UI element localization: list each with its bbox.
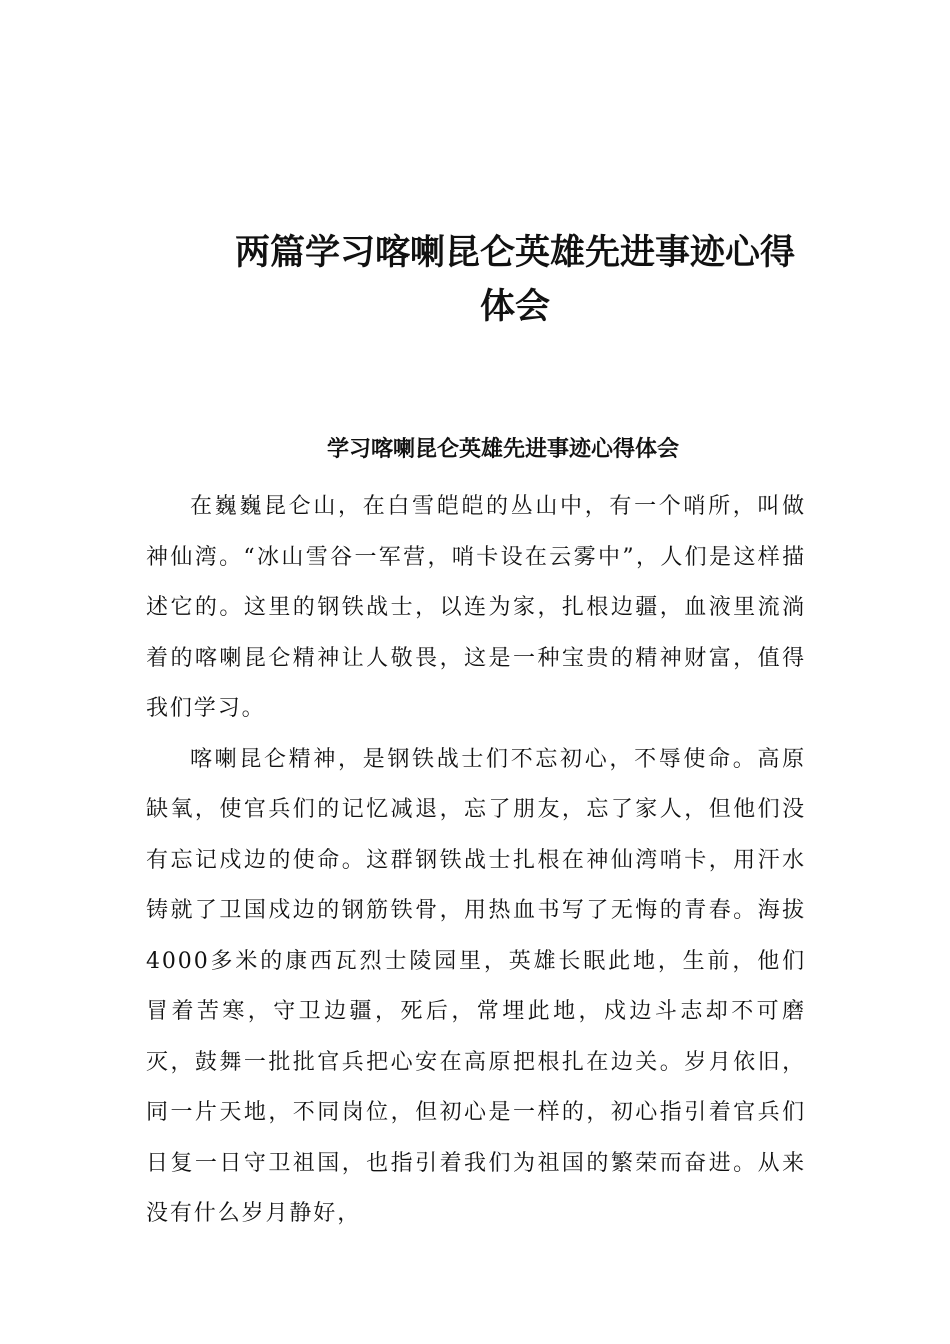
paragraph-1: 在巍巍昆仑山，在白雪皑皑的丛山中，有一个哨所，叫做神仙湾。“冰山雪谷一军营，哨卡设在云雾中”，人们是这样描述它的。这里的钢铁战士，以连为家，扎根边疆，血液里流淌着的喀喇昆仑精神让人敬畏，这是一种宝贵的精神财富，值得我们学习。 <box>146 494 806 721</box>
body-text <box>146 482 806 1240</box>
document-title-line-2: 体会 <box>479 287 550 327</box>
section-title: 学习喀喇昆仑英雄先进事迹心得体会 <box>326 437 679 462</box>
document-title <box>200 226 830 334</box>
document-title-line-1: 两篇学习喀喇昆仑英雄先进事迹心得 <box>234 233 795 273</box>
paragraph-2: 喀喇昆仑精神，是钢铁战士们不忘初心，不辱使命。高原缺氧，使官兵们的记忆减退，忘了朋友，忘了家人，但他们没有忘记戍边的使命。这群钢铁战士扎根在神仙湾哨卡，用汗水铸就了卫国戍边的钢筋铁骨，用热血书写了无悔的青春。海拔4000多米的康西瓦烈士陵园里，英雄长眠此地，生前，他们冒着苦寒，守卫边疆，死后，常埋此地，戍边斗志却不可磨灭，鼓舞一批批官兵把心安在高原把根扎在边关。岁月依旧，同一片天地，不同岗位，但初心是一样的，初心指引着官兵们日复一日守卫祖国，也指引着我们为祖国的繁荣而奋进。从来没有什么岁月静好， <box>146 746 806 1226</box>
